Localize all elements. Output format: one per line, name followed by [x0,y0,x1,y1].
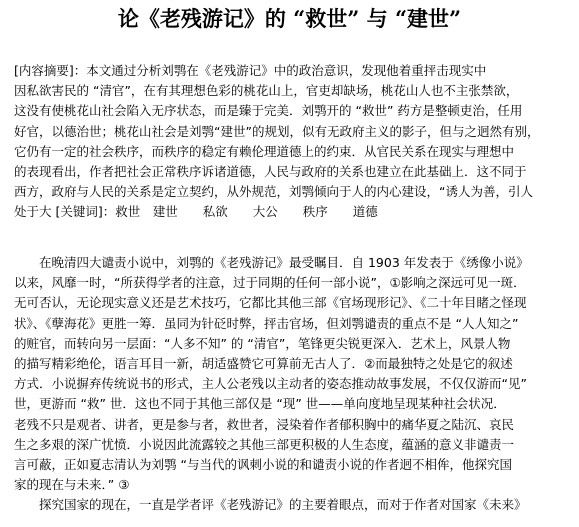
body-section [14,253,567,515]
abstract-line: 这没有使桃花山社会陷入无序状态，而是臻于完美．刘鹗开的 “救世” 药方是整顿吏治，任用 [14,103,523,119]
body-paragraph-2-start: 探究国家的现在，一直是学者评《老残游记》的主要着眼点，而对于作者对国家《未来》 [39,497,527,513]
abstract-line: [内容摘要]：本文通过分析刘鹗在《老残游记》中的政治意识，发现他着重抨击现实中 [14,63,487,78]
body-line: 老残不只是观者、讲者，更是参与者，救世者，浸染着作者郁积胸中的痛华夏之陆沉、哀民 [14,416,515,432]
body-line: 家的现在与未来．” ③ [14,477,130,493]
abstract-line: 好官，以德治世；桃花山社会是刘鹗“建世”的规划，似有无政府主义的影子，但与之迥然有别， [14,123,540,139]
abstract-line: 的表现看出，作者把社会正常秩序诉诸道德，人民与政府的关系也建立在此基础上．这不同于 [14,163,527,179]
body-line: 世，更游而 “救” 世．这也不同于其他三部仅是 “现” 世——单向度地呈现某种社会状况． [14,396,506,412]
body-line: 状》、《孽海花》更胜一筹．虽同为针砭时弊，抨击官场，但刘鹗谴责的重点不是 “人人知之” [14,315,519,331]
body-line: 的描写精彩绝伦，语言耳目一新，胡适盛赞它可算前无古人了．②而最独特之处是它的叙述 [14,355,513,371]
abstract-line: 它仍有一定的社会秩序，而秩序的稳定有赖伦理道德上的约束．从官民关系在现实与理想中 [14,143,515,159]
body-line: 生之多艰的深广忧愤．小说因此流露较之其他三部更积极的人生态度，蕴涵的意义非谴责一 [14,436,515,452]
body-line: 方式．小说摒弃传统说书的形式，主人公老残以主动者的姿态推动故事发展，不仅仅游而“见” [14,376,527,392]
abstract-line: 西方，政府与人民的关系是定立契约，从外规范，刘鹗倾向于人的内心建设，“诱人为善，引人 [14,184,533,200]
article-title: 论《老残游记》的 “救世” 与 “建世” [117,6,462,31]
body-line: 言可蔽，正如夏志清认为刘鹗 “与当代的讽刺小说的和谴责小说的作者迥不相侔，他探究国 [14,456,512,472]
abstract-section [14,61,567,223]
abstract-line: 因私欲害民的 “清官”，在有其理想色彩的桃花山上，官吏却缺场，桃花山人也不主张禁欲， [14,83,519,99]
body-line: 的赃官，而转向另一层面：“人多不知” 的 “清官”，笔锋更尖锐更深入．艺术上，风景人物 [14,335,511,351]
body-line: 无可否认，无论现实意义还是艺术技巧，它都比其他三部《官场现形记》、《二十年目睹之怪现 [14,295,527,311]
abstract-keywords-line: 处于大 [关键词]：救世 建世 私欲 大公 秩序 道德 [14,204,378,220]
body-line: 以来，风靡一时，“所获得学者的注意，过于同期的任何一部小说”，①影响之深远可见一斑． [14,275,526,291]
body-paragraph-1-start: 在晚清四大谴责小说中，刘鹗的《老残游记》最受瞩目．自 1903 年发表于《绣像小说》 [39,255,529,270]
